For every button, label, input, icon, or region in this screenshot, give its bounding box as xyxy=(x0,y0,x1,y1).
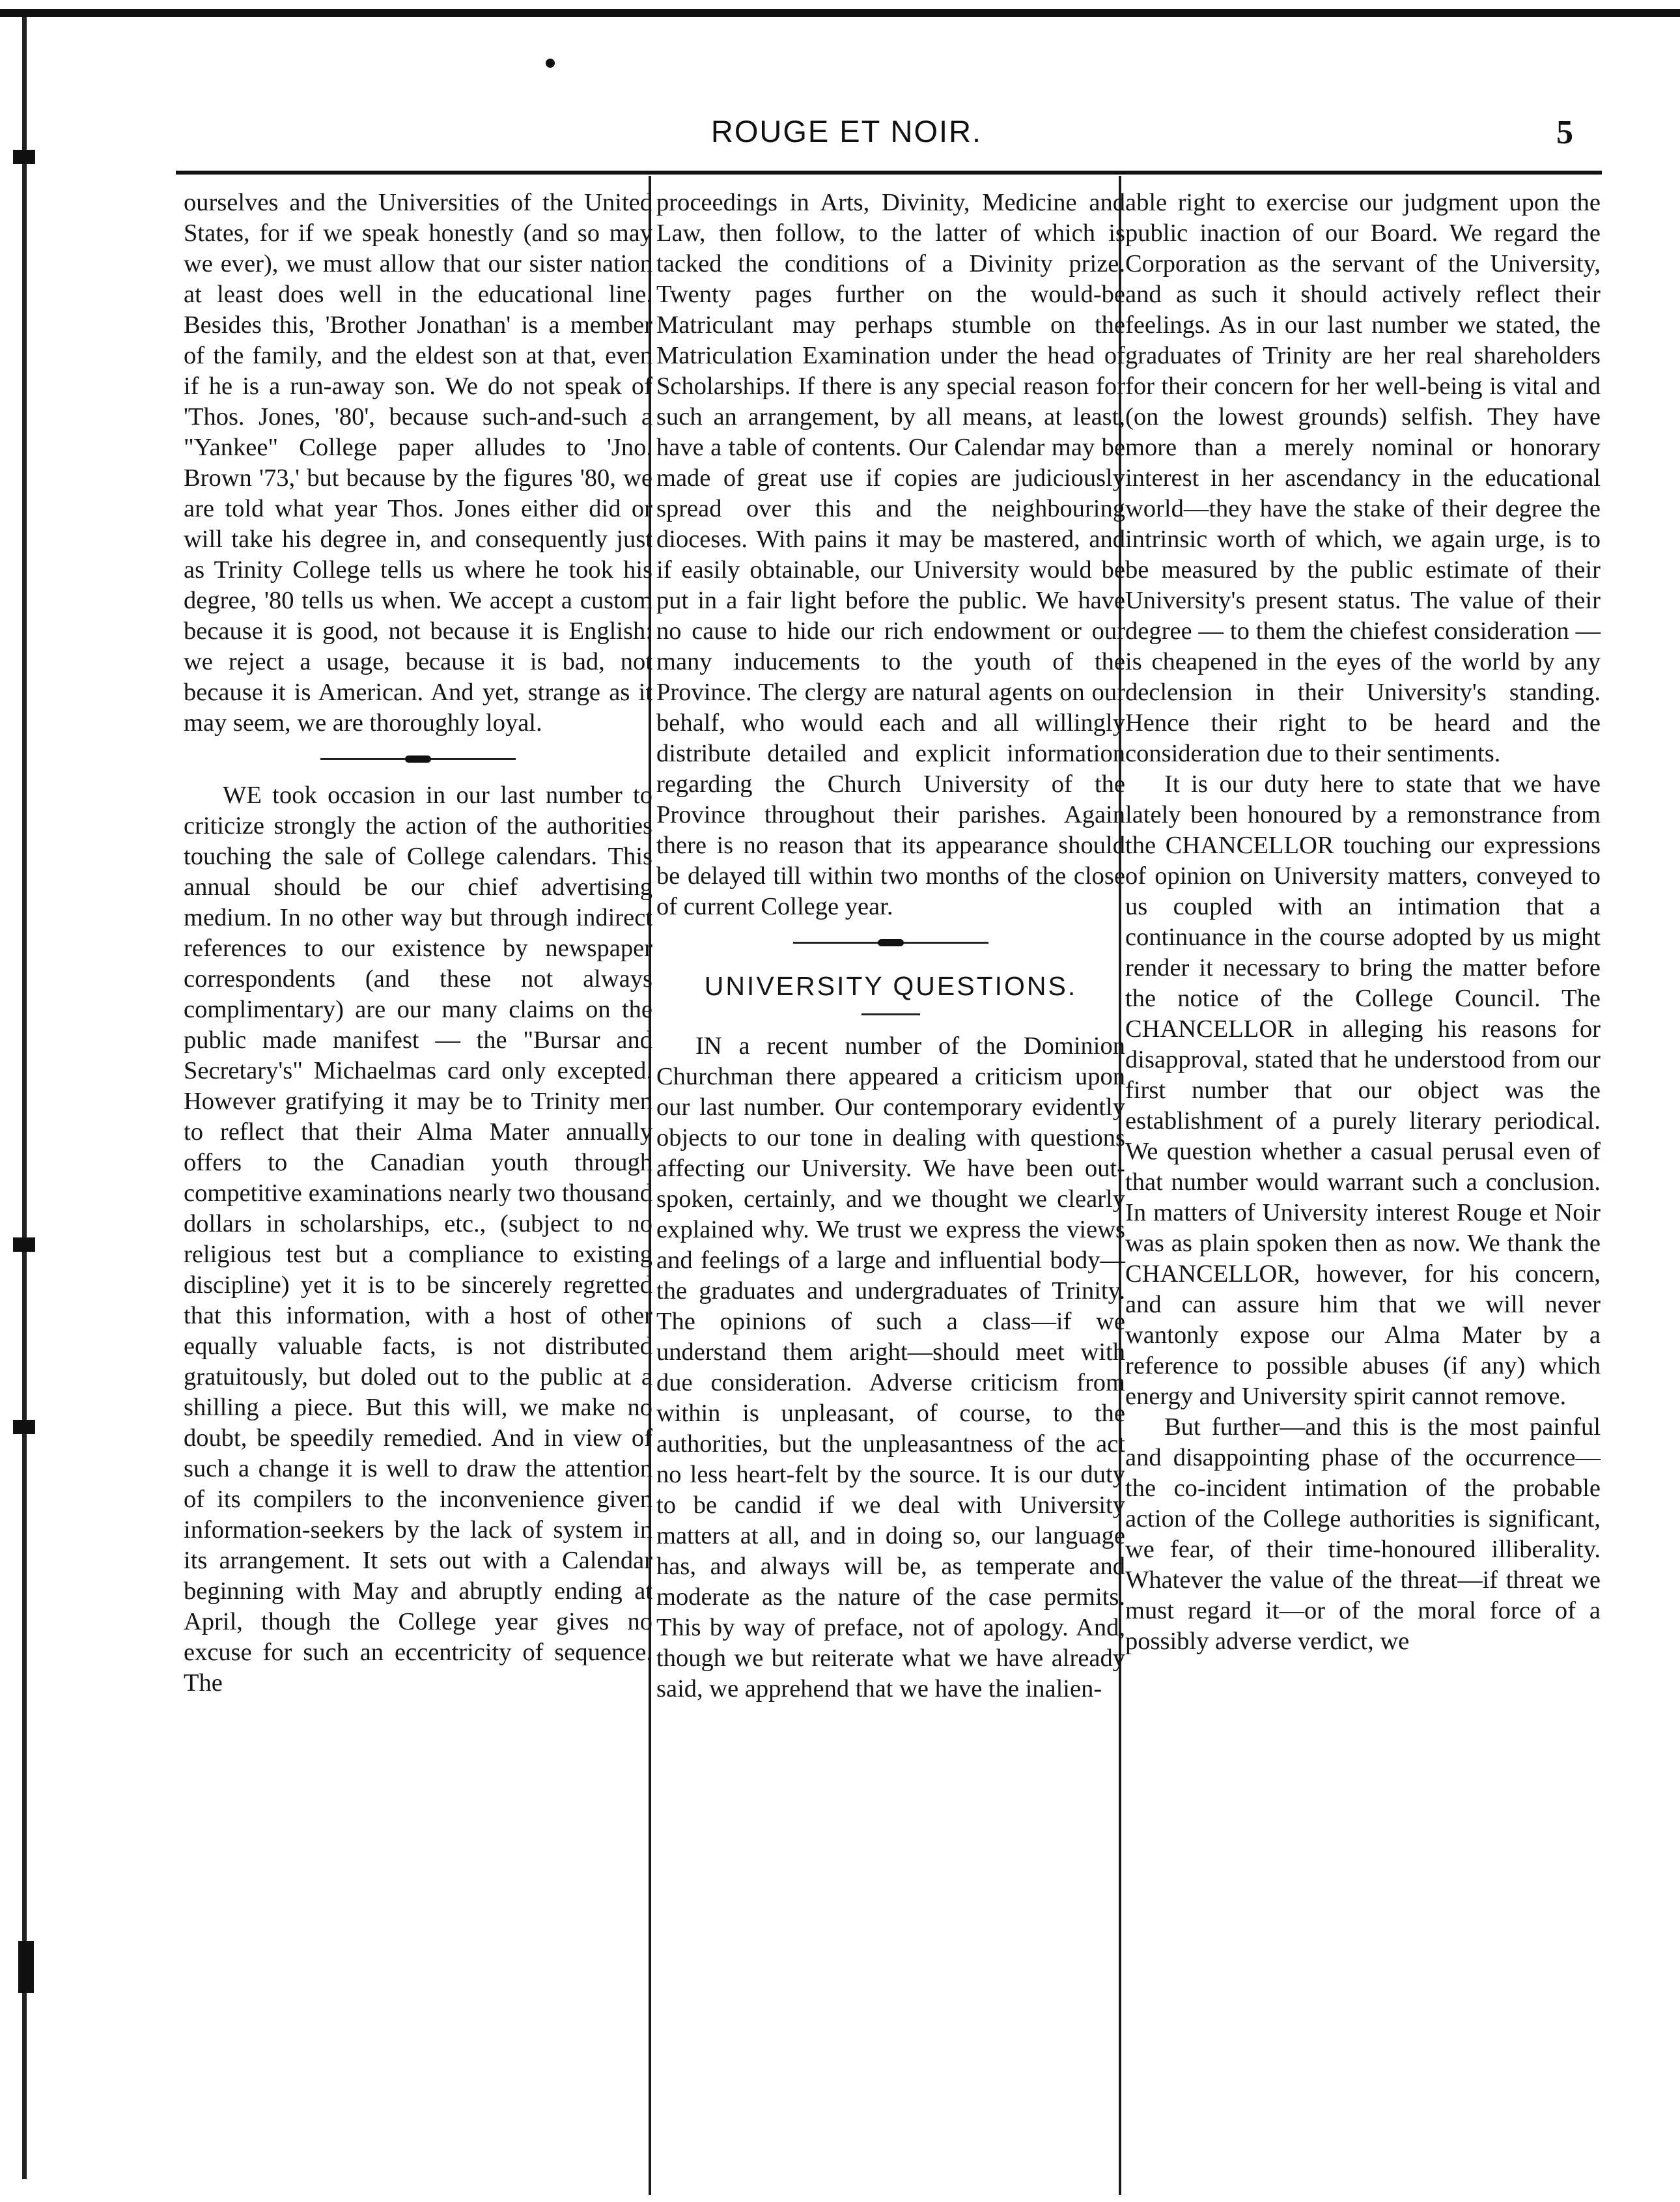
left-border-rule xyxy=(22,17,27,2179)
paragraph: But further—and this is the most painful and disappointing phase of the occurrence—the co-incident intimation of the probable action of the College authorities is significant, we fear, of their time-honoured illiberality. Whatever the value of the threat—if threat we must regard it—or of the moral force of a possibly adverse verdict, we xyxy=(1125,1413,1601,1655)
binding-mark xyxy=(18,1941,34,1993)
ink-speck xyxy=(546,59,555,68)
column-3 xyxy=(1125,188,1601,1657)
ornamental-separator xyxy=(656,922,1125,964)
heading-rule xyxy=(861,1013,920,1015)
column-1 xyxy=(184,188,652,1699)
paragraph: able right to exercise our judgment upon the public inaction of our Board. We regard the Corporation as the servant of the University, and as such it should actively reflect their feelings. As in our last number we stated, the graduates of Trinity are her real shareholders for their concern for her well-being is vital and (on the lowest grounds) selfish. They have more than a merely nominal or honorary interest in her ascendancy in the educational world—they have the stake of their degree the intrinsic worth of which, we again urge, is to be measured by the public estimate of their University's present status. The value of their degree — to them the chiefest consideration — is cheapened in the eyes of the world by any declension in their University's standing. Hence their right to be heard and the consideration due to their sentiments. xyxy=(1125,189,1601,767)
paragraph: proceedings in Arts, Divinity, Medicine and Law, then follow, to the latter of which is tacked the conditions of a Divinity prize. Twenty pages further on the would-be Matriculant may perhaps stumble on the Matriculation Examination under the head of Scholarships. If there is any special reason for such an arrangement, by all means, at least, have a table of contents. Our Calendar may be made of great use if copies are judiciously spread over this and the neighbouring dioceses. With pains it may be mastered, and if easily obtainable, our University would be put in a fair light before the public. We have no cause to hide our rich endowment or our many inducements to the youth of the Province. The clergy are natural agents on our behalf, who would each and all willingly distribute detailed and explicit information regarding the Church University of the Province throughout their parishes. Again there is no reason that its appearance should be delayed till within two months of the close of current College year. xyxy=(656,189,1125,920)
paragraph: It is our duty here to state that we have lately been honoured by a remonstrance from the CHANCELLOR touching our expressions of opinion on University matters, conveyed to us coupled with an intimation that a continuance in the course adopted by us might render it necessary to bring the matter before the notice of the College Council. The CHANCELLOR in alleging his reasons for disapproval, stated that he understood from our first number that our object was the establishment of a purely literary periodical. We question whether a casual perusal even of that number would warrant such a conclusion. In matters of University interest Rouge et Noir was as plain spoken then as now. We thank the CHANCELLOR, however, for his concern, and can assure him that we will never wantonly expose our Alma Mater by a reference to possible abuses (if any) which energy and University spirit cannot remove. xyxy=(1125,770,1601,1410)
binding-mark xyxy=(13,1237,35,1252)
paragraph: IN a recent number of the Dominion Churchman there appeared a criticism upon our last number. Our contemporary evidently objects to our tone in dealing with questions affecting our University. We have been out-spoken, certainly, and we thought we clearly explained why. We trust we express the views and feelings of a large and influential body—the graduates and undergraduates of Trinity. The opinions of such a class—if we understand them aright—should meet with due consideration. Adverse criticism from within is unpleasant, of course, to the authorities, but the unpleasantness of the act no less heart-felt by the source. It is our duty to be candid if we deal with University matters at all, and in doing so, our language has, and always will be, as temperate and moderate as the nature of the case permits. This by way of preface, not of apology. And, though we but reiterate what we have already said, we apprehend that we have the inalien- xyxy=(656,1032,1125,1702)
page-number: 5 xyxy=(1556,114,1573,151)
running-header-title: ROUGE ET NOIR. xyxy=(710,114,983,148)
header-rule xyxy=(176,171,1602,175)
top-border-rule xyxy=(0,9,1680,17)
binding-mark xyxy=(13,150,35,164)
paragraph: WE took occasion in our last number to criticize strongly the action of the authorities touching the sale of College calendars. This annual should be our chief advertising medium. In no other way but through indirect references to our existence by newspaper correspondents (and these not always complimentary) are our many claims on the public made manifest — the "Bursar and Secretary's" Michaelmas card only excepted. However gratifying it may be to Trinity men to reflect that their Alma Mater annually offers to the Canadian youth through competitive examinations nearly two thousand dollars in scholarships, etc., (subject to no religious test but a compliance to existing discipline) yet it is to be sincerely regretted that this information, with a host of other equally valuable facts, is not distributed gratuitously, but doled out to the public at a shilling a piece. But this will, we make no doubt, be speedily remedied. And in view of such a change it is well to draw the attention of its compilers to the inconvenience given information-seekers by the lack of system in its arrangement. It sets out with a Calendar beginning with May and abruptly ending at April, though the College year gives no excuse for such an eccentricity of sequence. The xyxy=(184,782,652,1697)
paragraph: ourselves and the Universities of the United States, for if we speak honestly (and so may we ever), we must allow that our sister nation at least does well in the educational line. Besides this, 'Brother Jonathan' is a member of the family, and the eldest son at that, even if he is a run-away son. We do not speak of 'Thos. Jones, '80', because such-and-such a "Yankee" College paper alludes to 'Jno. Brown '73,' but because by the figures '80, we are told what year Thos. Jones either did or will take his degree in, and consequently just as Trinity College tells us where he took his degree, '80 tells us when. We accept a custom because it is good, not because it is English: we reject a usage, because it is bad, not because it is American. And yet, strange as it may seem, we are thoroughly loyal. xyxy=(184,189,652,737)
ornamental-separator xyxy=(184,739,652,780)
binding-mark xyxy=(13,1420,35,1434)
section-heading: UNIVERSITY QUESTIONS. xyxy=(704,971,1078,1001)
column-2 xyxy=(656,188,1125,1704)
